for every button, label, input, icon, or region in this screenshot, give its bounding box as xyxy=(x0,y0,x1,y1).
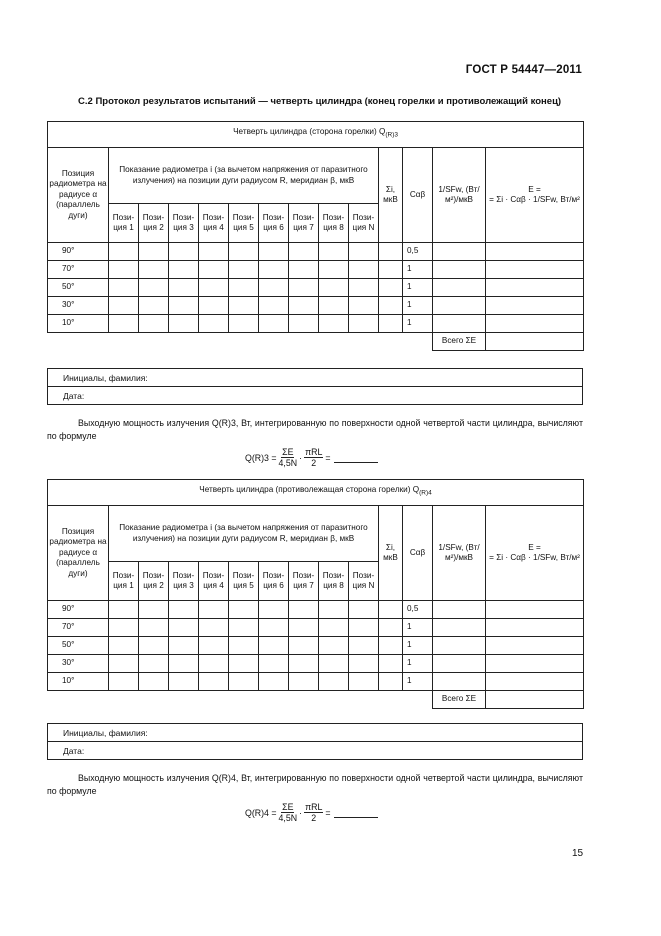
date-label: Дата: xyxy=(48,387,583,405)
empty-cell[interactable] xyxy=(109,315,139,333)
angle-cell: 90° xyxy=(48,243,109,261)
empty-cell[interactable] xyxy=(379,279,403,297)
table-row xyxy=(48,297,584,315)
empty-cell[interactable] xyxy=(486,619,584,637)
formula-q3 xyxy=(245,447,378,468)
empty-cell[interactable] xyxy=(139,261,169,279)
empty-cell[interactable] xyxy=(259,315,289,333)
empty-cell[interactable] xyxy=(199,619,229,637)
empty-cell[interactable] xyxy=(169,261,199,279)
position-header: Позиция радиометра на радиусе α (параллель дуги) xyxy=(48,506,109,601)
empty-cell[interactable] xyxy=(109,601,139,619)
signature-table-2 xyxy=(47,723,583,760)
empty-cell[interactable] xyxy=(139,655,169,673)
table-title xyxy=(48,480,584,506)
empty-cell[interactable] xyxy=(139,619,169,637)
initials-label: Инициалы, фамилия: xyxy=(48,369,583,387)
position-col-header: Пози-ция 6 xyxy=(259,204,289,243)
cab-header: Cαβ xyxy=(403,148,433,243)
empty-cell[interactable] xyxy=(139,315,169,333)
empty-cell[interactable] xyxy=(486,261,584,279)
formula-q3-fraction-2 xyxy=(304,447,323,468)
cab-cell: 1 xyxy=(403,315,433,333)
empty-cell[interactable] xyxy=(319,655,349,673)
fraction-numerator: πRL xyxy=(305,447,323,457)
table-title xyxy=(48,122,584,148)
formula-q3-blank xyxy=(334,453,378,463)
sum-header: Σi, мкВ xyxy=(379,148,403,243)
cab-header: Cαβ xyxy=(403,506,433,601)
section-title xyxy=(78,95,583,108)
total-label: Всего ΣE xyxy=(433,333,486,351)
position-col-header: Пози-ция 4 xyxy=(199,562,229,601)
table-row xyxy=(48,243,584,261)
table-title-text: Четверть цилиндра (сторона горелки) Q xyxy=(233,127,386,137)
empty-cell[interactable] xyxy=(289,637,319,655)
empty-cell[interactable] xyxy=(169,637,199,655)
empty-cell[interactable] xyxy=(259,637,289,655)
empty-cell[interactable] xyxy=(349,297,379,315)
empty-cell[interactable] xyxy=(109,637,139,655)
formula-q4-equals: = xyxy=(325,807,331,818)
empty-cell[interactable] xyxy=(289,243,319,261)
table-row xyxy=(48,619,584,637)
empty-cell[interactable] xyxy=(433,315,486,333)
empty-cell[interactable] xyxy=(433,673,486,691)
fraction-numerator: πRL xyxy=(305,802,323,812)
empty-cell[interactable] xyxy=(259,297,289,315)
position-col-header: Пози-ция 2 xyxy=(139,204,169,243)
table-row xyxy=(48,261,584,279)
irradiance-label: E = xyxy=(528,542,541,552)
empty-cell[interactable] xyxy=(349,637,379,655)
table-row xyxy=(48,673,584,691)
angle-cell: 70° xyxy=(48,619,109,637)
empty-cell[interactable] xyxy=(229,655,259,673)
empty-cell[interactable] xyxy=(169,619,199,637)
empty-cell[interactable] xyxy=(169,673,199,691)
table-title-sub: (R)3 xyxy=(385,132,398,140)
empty-cell[interactable] xyxy=(169,655,199,673)
position-col-header: Пози-ция 3 xyxy=(169,562,199,601)
cab-cell: 1 xyxy=(403,297,433,315)
angle-cell: 50° xyxy=(48,279,109,297)
position-header: Позиция радиометра на радиусе α (параллель дуги) xyxy=(48,148,109,243)
cab-cell: 1 xyxy=(403,655,433,673)
position-col-header: Пози-ция 2 xyxy=(139,562,169,601)
inv-sf-header: 1/SFw, (Вт/м²)/мкВ xyxy=(433,506,486,601)
cab-cell: 1 xyxy=(403,637,433,655)
empty-cell[interactable] xyxy=(199,261,229,279)
position-col-header: Пози-ция 3 xyxy=(169,204,199,243)
empty-cell[interactable] xyxy=(169,315,199,333)
empty-cell[interactable] xyxy=(229,261,259,279)
empty-cell[interactable] xyxy=(259,243,289,261)
formula-q4-fraction-1 xyxy=(279,802,298,823)
readings-header: Показание радиометра i (за вычетом напряжения от паразитного излучения) на позиции дуги радиусом R, меридиан β, мкВ xyxy=(109,148,379,204)
empty-cell[interactable] xyxy=(109,279,139,297)
formula-q4 xyxy=(245,802,378,823)
empty-cell[interactable] xyxy=(289,297,319,315)
angle-cell: 70° xyxy=(48,261,109,279)
empty-cell[interactable] xyxy=(349,601,379,619)
angle-cell: 30° xyxy=(48,655,109,673)
empty-cell[interactable] xyxy=(319,315,349,333)
empty-cell[interactable] xyxy=(109,655,139,673)
paragraph-2 xyxy=(47,772,583,798)
empty-cell[interactable] xyxy=(139,637,169,655)
formula-q4-fraction-2 xyxy=(304,802,323,823)
empty-cell[interactable] xyxy=(289,315,319,333)
empty-cell[interactable] xyxy=(229,243,259,261)
position-col-header: Пози-ция 7 xyxy=(289,562,319,601)
angle-cell: 50° xyxy=(48,637,109,655)
date-label: Дата: xyxy=(48,742,583,760)
angle-cell: 10° xyxy=(48,315,109,333)
cab-cell: 1 xyxy=(403,673,433,691)
empty-cell[interactable] xyxy=(289,279,319,297)
empty-cell[interactable] xyxy=(379,315,403,333)
empty-cell[interactable] xyxy=(486,673,584,691)
empty-cell[interactable] xyxy=(229,673,259,691)
formula-q3-equals: = xyxy=(325,452,331,463)
table-row xyxy=(48,315,584,333)
empty-cell[interactable] xyxy=(139,243,169,261)
paragraph-2-text: Выходную мощность излучения Q(R)4, Вт, интегрированную по поверхности одной четвертой части цилиндра, вычисляют по формуле xyxy=(47,773,583,796)
total-label: Всего ΣE xyxy=(433,691,486,709)
fraction-denominator: 2 xyxy=(311,813,317,823)
empty-cell[interactable] xyxy=(259,619,289,637)
position-col-header: Пози-ция N xyxy=(349,204,379,243)
empty-cell[interactable] xyxy=(486,297,584,315)
signature-table-1 xyxy=(47,368,583,405)
empty-cell[interactable] xyxy=(289,601,319,619)
empty-cell[interactable] xyxy=(199,243,229,261)
table-row xyxy=(48,279,584,297)
empty-cell[interactable] xyxy=(379,601,403,619)
empty-cell[interactable] xyxy=(139,297,169,315)
sum-header: Σi, мкВ xyxy=(379,506,403,601)
inv-sf-header: 1/SFw, (Вт/м²)/мкВ xyxy=(433,148,486,243)
empty-cell[interactable] xyxy=(319,619,349,637)
empty-cell[interactable] xyxy=(259,655,289,673)
initials-label: Инициалы, фамилия: xyxy=(48,724,583,742)
fraction-denominator: 2 xyxy=(311,458,317,468)
empty-cell[interactable] xyxy=(486,315,584,333)
empty-cell[interactable] xyxy=(199,637,229,655)
formula-q4-blank xyxy=(334,808,378,818)
empty-cell[interactable] xyxy=(169,601,199,619)
irradiance-formula: = Σi · Cαβ · 1/SFw, Вт/м² xyxy=(489,553,580,562)
readings-header: Показание радиометра i (за вычетом напряжения от паразитного излучения) на позиции дуги радиусом R, меридиан β, мкВ xyxy=(109,506,379,562)
empty-cell[interactable] xyxy=(433,261,486,279)
position-col-header: Пози-ция 8 xyxy=(319,204,349,243)
angle-cell: 90° xyxy=(48,601,109,619)
empty-cell[interactable] xyxy=(109,297,139,315)
empty-cell[interactable] xyxy=(349,243,379,261)
empty-cell[interactable] xyxy=(319,279,349,297)
empty-cell[interactable] xyxy=(169,243,199,261)
empty-cell[interactable] xyxy=(289,655,319,673)
position-col-header: Пози-ция 4 xyxy=(199,204,229,243)
empty-cell[interactable] xyxy=(433,601,486,619)
empty-cell[interactable] xyxy=(139,601,169,619)
empty-cell[interactable] xyxy=(349,261,379,279)
position-col-header: Пози-ция 5 xyxy=(229,562,259,601)
angle-cell: 30° xyxy=(48,297,109,315)
empty-cell[interactable] xyxy=(379,619,403,637)
table-row xyxy=(48,601,584,619)
empty-cell[interactable] xyxy=(259,601,289,619)
irradiance-header xyxy=(486,148,584,243)
empty-cell[interactable] xyxy=(433,619,486,637)
empty-cell[interactable] xyxy=(259,279,289,297)
cab-cell: 1 xyxy=(403,619,433,637)
empty-cell[interactable] xyxy=(486,279,584,297)
empty-cell[interactable] xyxy=(319,297,349,315)
cab-cell: 0,5 xyxy=(403,601,433,619)
cab-cell: 0,5 xyxy=(403,243,433,261)
empty-cell[interactable] xyxy=(169,279,199,297)
empty-cell[interactable] xyxy=(229,315,259,333)
empty-cell[interactable] xyxy=(349,619,379,637)
multiply-dot: · xyxy=(299,807,303,818)
irradiance-header xyxy=(486,506,584,601)
results-table-opposite-side xyxy=(47,479,584,709)
fraction-numerator: ΣE xyxy=(282,802,294,812)
empty-cell[interactable] xyxy=(109,673,139,691)
multiply-dot: · xyxy=(299,452,303,463)
paragraph-1-text: Выходную мощность излучения Q(R)3, Вт, интегрированную по поверхности одной четвертой части цилиндра, вычисляют по формуле xyxy=(47,418,583,441)
empty-cell[interactable] xyxy=(229,637,259,655)
section-title-text: Протокол результатов испытаний — четверть цилиндра (конец горелки и противолежащий конец) xyxy=(95,96,562,107)
empty-cell[interactable] xyxy=(139,279,169,297)
empty-cell[interactable] xyxy=(319,601,349,619)
empty-cell[interactable] xyxy=(229,297,259,315)
angle-cell: 10° xyxy=(48,673,109,691)
empty-cell[interactable] xyxy=(433,243,486,261)
empty-cell[interactable] xyxy=(109,243,139,261)
empty-cell[interactable] xyxy=(349,279,379,297)
empty-cell[interactable] xyxy=(259,673,289,691)
empty-cell[interactable] xyxy=(319,673,349,691)
empty-cell[interactable] xyxy=(109,261,139,279)
position-col-header: Пози-ция 5 xyxy=(229,204,259,243)
position-col-header: Пози-ция N xyxy=(349,562,379,601)
empty-cell[interactable] xyxy=(379,673,403,691)
empty-cell[interactable] xyxy=(289,673,319,691)
empty-cell[interactable] xyxy=(139,673,169,691)
empty-cell[interactable] xyxy=(379,243,403,261)
empty-cell[interactable] xyxy=(199,297,229,315)
empty-cell[interactable] xyxy=(486,601,584,619)
empty-cell[interactable] xyxy=(379,297,403,315)
position-col-header: Пози-ция 8 xyxy=(319,562,349,601)
empty-cell[interactable] xyxy=(169,297,199,315)
cab-cell: 1 xyxy=(403,279,433,297)
results-table-burner-side xyxy=(47,121,584,351)
empty-cell[interactable] xyxy=(379,655,403,673)
empty-cell[interactable] xyxy=(486,243,584,261)
irradiance-label: E = xyxy=(528,184,541,194)
irradiance-formula: = Σi · Cαβ · 1/SFw, Вт/м² xyxy=(489,195,580,204)
empty-cell[interactable] xyxy=(379,637,403,655)
formula-q4-lhs: Q(R)4 = xyxy=(245,807,277,818)
table-row xyxy=(48,655,584,673)
position-col-header: Пози-ция 6 xyxy=(259,562,289,601)
empty-cell[interactable] xyxy=(109,619,139,637)
empty-cell[interactable] xyxy=(229,601,259,619)
empty-cell[interactable] xyxy=(199,655,229,673)
empty-cell[interactable] xyxy=(199,673,229,691)
empty-cell[interactable] xyxy=(319,261,349,279)
table-title-sub: (R)4 xyxy=(419,490,432,498)
empty-cell[interactable] xyxy=(379,261,403,279)
empty-cell[interactable] xyxy=(433,655,486,673)
table-title-text: Четверть цилиндра (противолежащая сторона горелки) Q xyxy=(199,485,420,495)
total-value-cell[interactable] xyxy=(486,333,584,351)
empty-cell[interactable] xyxy=(349,655,379,673)
empty-cell[interactable] xyxy=(199,279,229,297)
page-number: 15 xyxy=(572,848,584,859)
empty-cell[interactable] xyxy=(199,601,229,619)
spacer-cell xyxy=(48,691,433,709)
empty-cell[interactable] xyxy=(229,279,259,297)
empty-cell[interactable] xyxy=(349,315,379,333)
section-number: С.2 xyxy=(78,96,93,107)
table-row xyxy=(48,637,584,655)
empty-cell[interactable] xyxy=(349,673,379,691)
empty-cell[interactable] xyxy=(433,279,486,297)
position-col-header: Пози-ция 7 xyxy=(289,204,319,243)
empty-cell[interactable] xyxy=(259,261,289,279)
cab-cell: 1 xyxy=(403,261,433,279)
empty-cell[interactable] xyxy=(289,619,319,637)
total-value-cell[interactable] xyxy=(486,691,584,709)
empty-cell[interactable] xyxy=(433,297,486,315)
empty-cell[interactable] xyxy=(486,637,584,655)
empty-cell[interactable] xyxy=(319,637,349,655)
empty-cell[interactable] xyxy=(486,655,584,673)
paragraph-1 xyxy=(47,417,583,443)
fraction-numerator: ΣE xyxy=(282,447,294,457)
formula-q3-fraction-1 xyxy=(279,447,298,468)
position-col-header: Пози-ция 1 xyxy=(109,562,139,601)
fraction-denominator: 4,5N xyxy=(278,458,298,468)
empty-cell[interactable] xyxy=(229,619,259,637)
empty-cell[interactable] xyxy=(289,261,319,279)
formula-q3-lhs: Q(R)3 = xyxy=(245,452,277,463)
standard-header: ГОСТ Р 54447—2011 xyxy=(465,64,582,76)
empty-cell[interactable] xyxy=(433,637,486,655)
position-col-header: Пози-ция 1 xyxy=(109,204,139,243)
empty-cell[interactable] xyxy=(319,243,349,261)
fraction-denominator: 4,5N xyxy=(278,813,298,823)
spacer-cell xyxy=(48,333,433,351)
empty-cell[interactable] xyxy=(199,315,229,333)
